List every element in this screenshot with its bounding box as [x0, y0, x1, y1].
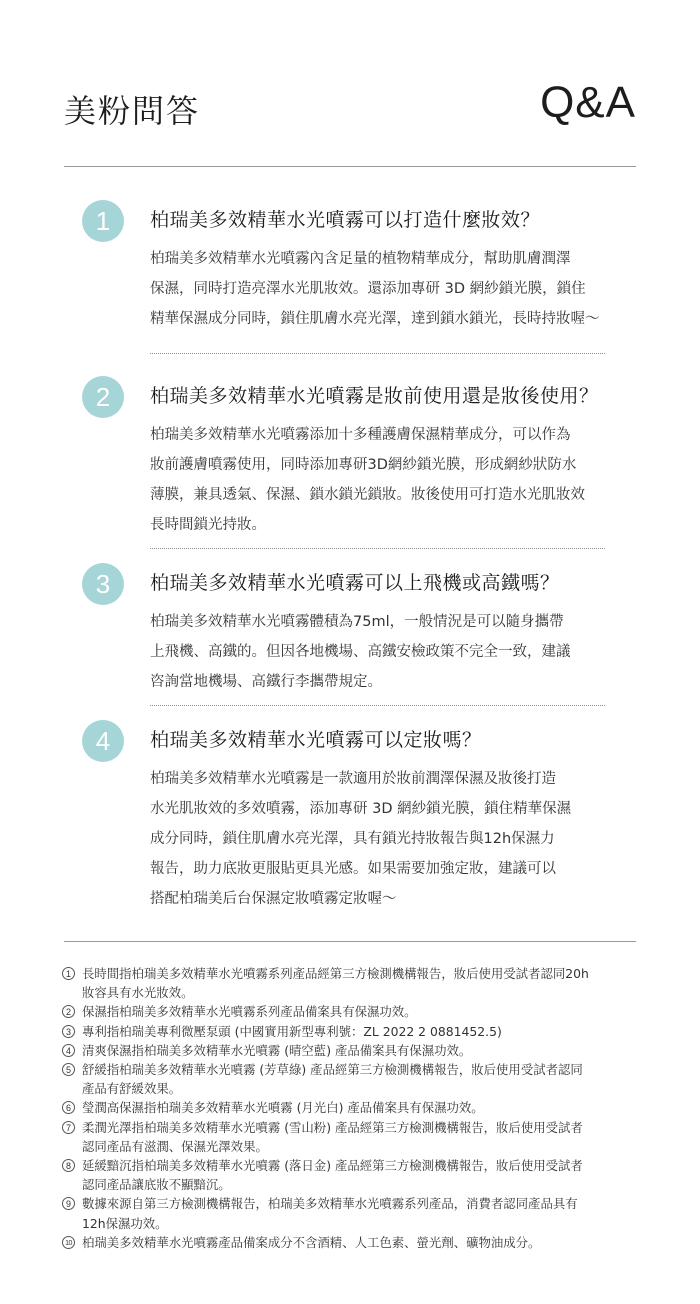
footnote-marker: 10: [62, 1236, 75, 1249]
footnotes: [62, 964, 642, 1252]
answer-line: 水光肌妝效的多效噴霧，添加專研 3D 網紗鎖光膜，鎖住精華保濕: [150, 801, 572, 817]
footnote-divider: [64, 941, 636, 942]
answer-line: 柏瑞美多效精華水光噴霧內含足量的植物精華成分，幫助肌膚潤澤: [150, 251, 571, 267]
footnote-marker: 5: [62, 1063, 75, 1076]
header-divider: [64, 166, 636, 167]
dotted-divider: [150, 353, 605, 354]
footnote-item: [62, 1022, 642, 1041]
footnote-item: [62, 1098, 642, 1117]
answer: [150, 607, 571, 697]
footnote-line: 數據來源自第三方檢測機構報告，柏瑞美多效精華水光噴霧系列產品，消費者認同產品具有: [82, 1196, 578, 1212]
footnote-line: 認同產品讓底妝不顯黯沉。: [82, 1177, 231, 1193]
number-badge: 4: [82, 720, 124, 762]
footnote-item: [62, 1156, 642, 1194]
answer-line: 精華保濕成分同時，鎖住肌膚水亮光澤，達到鎖水鎖光，長時持妝喔～: [150, 311, 600, 327]
footnote-marker: 3: [62, 1025, 75, 1038]
dotted-divider: [150, 548, 605, 549]
answer-line: 搭配柏瑞美后台保濕定妝噴霧定妝喔～: [150, 891, 397, 907]
number-badge: 2: [82, 376, 124, 418]
answer: [150, 764, 571, 914]
answer: [150, 420, 585, 540]
footnote-line: 瑩潤高保濕指柏瑞美多效精華水光噴霧 (月光白) 產品備案具有保濕功效。: [82, 1100, 484, 1116]
answer-line: 上飛機、高鐵的。但因各地機場、高鐵安檢政策不完全一致，建議: [150, 644, 571, 660]
footnote-item: [62, 1118, 642, 1156]
footnote-marker: 8: [62, 1159, 75, 1172]
answer-line: 妝前護膚噴霧使用，同時添加專研3D網紗鎖光膜，形成網紗狀防水: [150, 457, 577, 473]
footnote-line: 專利指柏瑞美專利微壓泵頭 (中國實用新型專利號：ZL 2022 2 0881452.5): [82, 1023, 502, 1039]
page-title-en: Q&A: [540, 78, 636, 127]
answer-line: 柏瑞美多效精華水光噴霧體積為75ml，一般情況是可以隨身攜帶: [150, 614, 564, 630]
footnote-line: 長時間指柏瑞美多效精華水光噴霧系列產品經第三方檢測機構報告，妝后使用受試者認同20h: [82, 966, 589, 981]
footnote-marker: 1: [62, 967, 75, 980]
answer-line: 長時間鎖光持妝。: [150, 517, 266, 533]
number-badge: 3: [82, 563, 124, 605]
footnote-line: 延緩黯沉指柏瑞美多效精華水光噴霧 (落日金) 產品經第三方檢測機構報告，妝后使用受試者: [82, 1158, 583, 1174]
footnote-line: 認同產品有滋潤、保濕光澤效果。: [82, 1138, 268, 1154]
footnote-item: [62, 1002, 642, 1021]
question: 柏瑞美多效精華水光噴霧是妝前使用還是妝後使用？: [150, 385, 599, 407]
footnote-item: [62, 1041, 642, 1060]
answer-line: 咨詢當地機場、高鐵行李攜帶規定。: [150, 674, 382, 690]
answer-line: 報告，助力底妝更服貼更具光感。如果需要加強定妝，建議可以: [150, 861, 556, 877]
answer-line: 成分同時，鎖住肌膚水亮光澤，具有鎖光持妝報告與12h保濕力: [150, 831, 555, 847]
footnote-item: [62, 1194, 642, 1232]
footnote-marker: 7: [62, 1121, 75, 1134]
footnote-line: 產品有舒緩效果。: [82, 1081, 182, 1097]
number-badge: 1: [82, 200, 124, 242]
footnote-line: 保濕指柏瑞美多效精華水光噴霧系列產品備案具有保濕功效。: [82, 1004, 417, 1020]
footnote-line: 清爽保濕指柏瑞美多效精華水光噴霧 (晴空藍) 產品備案具有保濕功效。: [82, 1042, 472, 1058]
footnote-marker: 9: [62, 1197, 75, 1210]
answer-line: 薄膜，兼具透氣、保濕、鎖水鎖光鎖妝。妝後使用可打造水光肌妝效: [150, 487, 585, 503]
answer-line: 柏瑞美多效精華水光噴霧是一款適用於妝前潤澤保濕及妝後打造: [150, 771, 556, 787]
footnote-item: [62, 964, 642, 1002]
footnote-item: [62, 1060, 642, 1098]
footnote-marker: 2: [62, 1005, 75, 1018]
question: 柏瑞美多效精華水光噴霧可以上飛機或高鐵嗎？: [150, 572, 560, 594]
page-header: [64, 78, 636, 134]
footnote-line: 柏瑞美多效精華水光噴霧產品備案成分不含酒精、人工色素、螢光劑、礦物油成分。: [82, 1234, 541, 1250]
footnote-line: 舒緩指柏瑞美多效精華水光噴霧 (芳草綠) 產品經第三方檢測機構報告，妝后使用受試者認同: [82, 1062, 583, 1078]
footnote-line: 12h保濕功效。: [82, 1215, 168, 1231]
footnote-line: 妝容具有水光妝效。: [82, 985, 194, 1001]
question: 柏瑞美多效精華水光噴霧可以打造什麼妝效？: [150, 209, 541, 231]
answer: [150, 244, 600, 334]
answer-line: 保濕，同時打造亮澤水光肌妝效。還添加專研 3D 網紗鎖光膜，鎖住: [150, 281, 586, 297]
footnote-item: [62, 1233, 642, 1252]
footnote-marker: 4: [62, 1044, 75, 1057]
page-title: 美粉問答: [64, 92, 201, 130]
footnote-line: 柔潤光澤指柏瑞美多效精華水光噴霧 (雪山粉) 產品經第三方檢測機構報告，妝后使用受試者: [82, 1119, 583, 1135]
footnote-marker: 6: [62, 1101, 75, 1114]
answer-line: 柏瑞美多效精華水光噴霧添加十多種護膚保濕精華成分，可以作為: [150, 427, 571, 443]
question: 柏瑞美多效精華水光噴霧可以定妝嗎？: [150, 729, 482, 751]
dotted-divider: [150, 705, 605, 706]
